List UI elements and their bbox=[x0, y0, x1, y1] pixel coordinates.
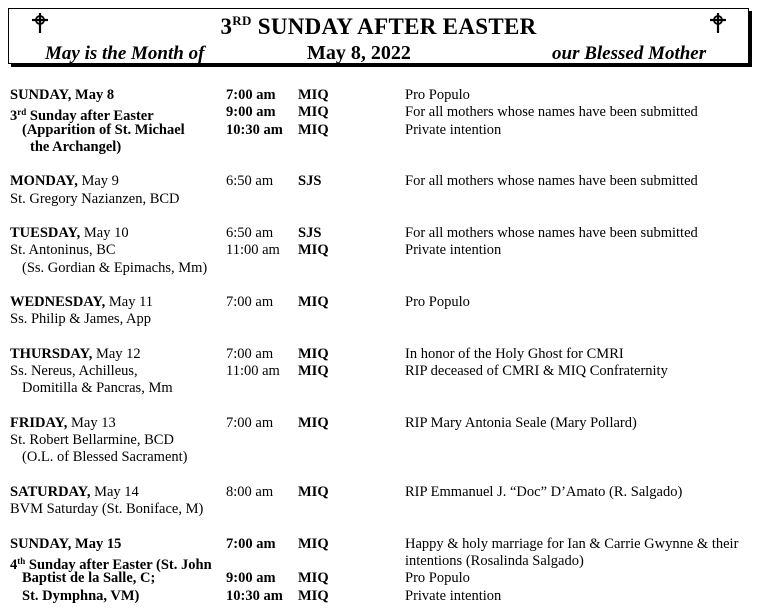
mass-celebrant: MIQ bbox=[298, 346, 329, 362]
mass-time: 11:00 am bbox=[226, 363, 280, 379]
mass-time: 6:50 am bbox=[226, 225, 274, 241]
feast-name-line: (O.L. of Blessed Sacrament) bbox=[22, 449, 188, 465]
mass-intention: Private intention bbox=[405, 242, 502, 258]
feast-name-line: Baptist de la Salle, C; bbox=[22, 570, 156, 586]
celtic-cross-icon bbox=[709, 13, 727, 33]
mass-celebrant: MIQ bbox=[298, 104, 329, 120]
mass-intention: Pro Populo bbox=[405, 570, 470, 586]
subtitle-right: our Blessed Mother bbox=[552, 43, 707, 64]
feast-name-line: the Archangel) bbox=[30, 139, 122, 155]
mass-celebrant: MIQ bbox=[298, 294, 329, 310]
mass-time: 7:00 am bbox=[226, 87, 276, 103]
feast-name-line: (Ss. Gordian & Epimachs, Mm) bbox=[22, 260, 208, 276]
feast-name: St. Antoninus, BC bbox=[10, 242, 116, 258]
mass-celebrant: MIQ bbox=[298, 122, 329, 138]
mass-celebrant: MIQ bbox=[298, 570, 329, 586]
feast-name: 3rd Sunday after Easter bbox=[10, 107, 154, 124]
feast-name: St. Robert Bellarmine, BCD bbox=[10, 432, 174, 448]
mass-celebrant: MIQ bbox=[298, 588, 329, 604]
subtitle-left: May is the Month of bbox=[45, 43, 205, 64]
mass-time: 8:00 am bbox=[226, 484, 274, 500]
mass-intention-line: intentions (Rosalinda Salgado) bbox=[405, 553, 584, 569]
page-title: 3RD SUNDAY AFTER EASTER bbox=[220, 13, 537, 39]
feast-name-line: St. Dymphna, VM) bbox=[22, 588, 140, 604]
feast-name: BVM Saturday (St. Boniface, M) bbox=[10, 501, 204, 517]
mass-intention: Pro Populo bbox=[405, 294, 470, 310]
mass-intention: Private intention bbox=[405, 122, 502, 138]
bulletin-header bbox=[8, 8, 749, 64]
feast-name: Ss. Nereus, Achilleus, bbox=[10, 363, 138, 379]
day-heading: SATURDAY, May 14 bbox=[10, 484, 139, 500]
mass-intention: RIP Mary Antonia Seale (Mary Pollard) bbox=[405, 415, 637, 431]
mass-intention: Happy & holy marriage for Ian & Carrie Gwynne & their bbox=[405, 536, 739, 552]
mass-intention: RIP Emmanuel J. “Doc” D’Amato (R. Salgado) bbox=[405, 484, 683, 500]
mass-celebrant: MIQ bbox=[298, 363, 329, 379]
mass-time: 10:30 am bbox=[226, 122, 283, 138]
day-heading: THURSDAY, May 12 bbox=[10, 346, 141, 362]
feast-name: St. Gregory Nazianzen, BCD bbox=[10, 191, 180, 207]
mass-celebrant: MIQ bbox=[298, 242, 329, 258]
mass-intention: For all mothers whose names have been submitted bbox=[405, 225, 698, 241]
mass-celebrant: MIQ bbox=[298, 536, 329, 552]
mass-celebrant: MIQ bbox=[298, 87, 329, 103]
mass-time: 6:50 am bbox=[226, 173, 274, 189]
day-heading: SUNDAY, May 8 bbox=[10, 87, 115, 103]
feast-name-line: (Apparition of St. Michael bbox=[22, 122, 185, 138]
mass-intention: In honor of the Holy Ghost for CMRI bbox=[405, 346, 624, 362]
mass-intention: RIP deceased of CMRI & MIQ Confraternity bbox=[405, 363, 668, 379]
mass-time: 7:00 am bbox=[226, 294, 274, 310]
mass-celebrant: MIQ bbox=[298, 415, 329, 431]
mass-intention: For all mothers whose names have been submitted bbox=[405, 104, 698, 120]
day-heading: FRIDAY, May 13 bbox=[10, 415, 116, 431]
mass-time: 9:00 am bbox=[226, 104, 276, 120]
day-heading: MONDAY, May 9 bbox=[10, 173, 119, 189]
mass-time: 7:00 am bbox=[226, 536, 276, 552]
feast-name: Ss. Philip & James, App bbox=[10, 311, 151, 327]
mass-celebrant: SJS bbox=[298, 173, 322, 189]
day-heading: WEDNESDAY, May 11 bbox=[10, 294, 154, 310]
mass-time: 7:00 am bbox=[226, 346, 274, 362]
mass-intention: Pro Populo bbox=[405, 87, 470, 103]
feast-name-line: Domitilla & Pancras, Mm bbox=[22, 380, 173, 396]
mass-celebrant: MIQ bbox=[298, 484, 329, 500]
mass-time: 11:00 am bbox=[226, 242, 280, 258]
mass-celebrant: SJS bbox=[298, 225, 322, 241]
feast-name: 4th Sunday after Easter (St. John bbox=[10, 556, 212, 573]
mass-intention: Private intention bbox=[405, 588, 502, 604]
day-heading: SUNDAY, May 15 bbox=[10, 536, 122, 552]
mass-time: 9:00 am bbox=[226, 570, 276, 586]
mass-time: 10:30 am bbox=[226, 588, 283, 604]
bulletin-date: May 8, 2022 bbox=[307, 42, 411, 64]
day-heading: TUESDAY, May 10 bbox=[10, 225, 129, 241]
mass-intention: For all mothers whose names have been submitted bbox=[405, 173, 698, 189]
mass-time: 7:00 am bbox=[226, 415, 274, 431]
